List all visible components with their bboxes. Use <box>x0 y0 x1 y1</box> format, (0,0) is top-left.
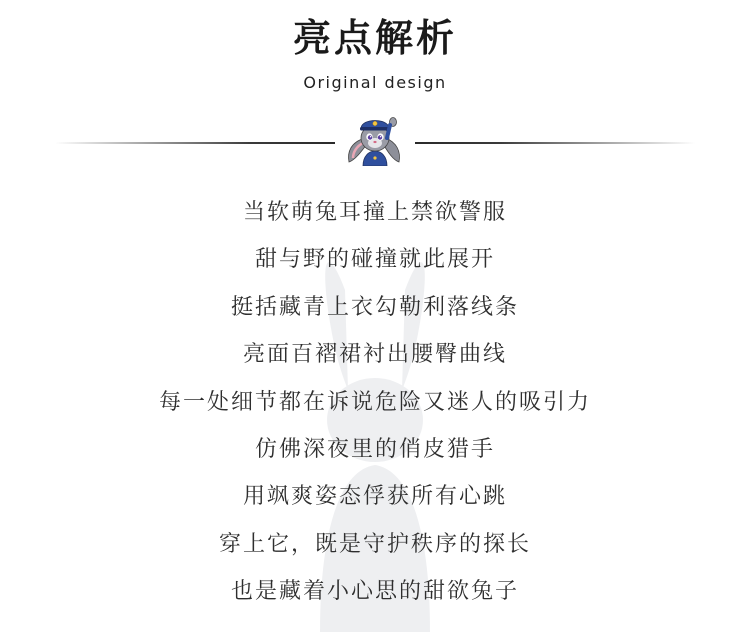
poem-line: 也是藏着小心思的甜欲兔子 <box>230 579 519 605</box>
poem-line: 亮面百褶裙衬出腰臀曲线 <box>242 342 507 368</box>
page-title: 亮点解析 <box>292 15 457 60</box>
rabbit-police-mascot-icon <box>345 108 405 166</box>
poem-line: 当软萌兔耳撞上禁欲警服 <box>242 200 507 225</box>
divider-right <box>415 142 695 144</box>
page-subtitle: Original design <box>303 73 447 92</box>
poem-lines <box>0 189 750 616</box>
divider-left <box>55 142 335 144</box>
poem-line: 仿佛深夜里的俏皮猎手 <box>254 436 495 462</box>
poem-line: 挺括藏青上衣勾勒利落线条 <box>230 294 519 320</box>
poem-line: 穿上它，既是守护秩序的探长 <box>218 531 531 557</box>
poem-line: 用飒爽姿态俘获所有心跳 <box>242 484 507 510</box>
poem-line: 甜与野的碰撞就此展开 <box>254 247 495 273</box>
poem-line: 每一处细节都在诉说危险又迷人的吸引力 <box>158 389 591 415</box>
